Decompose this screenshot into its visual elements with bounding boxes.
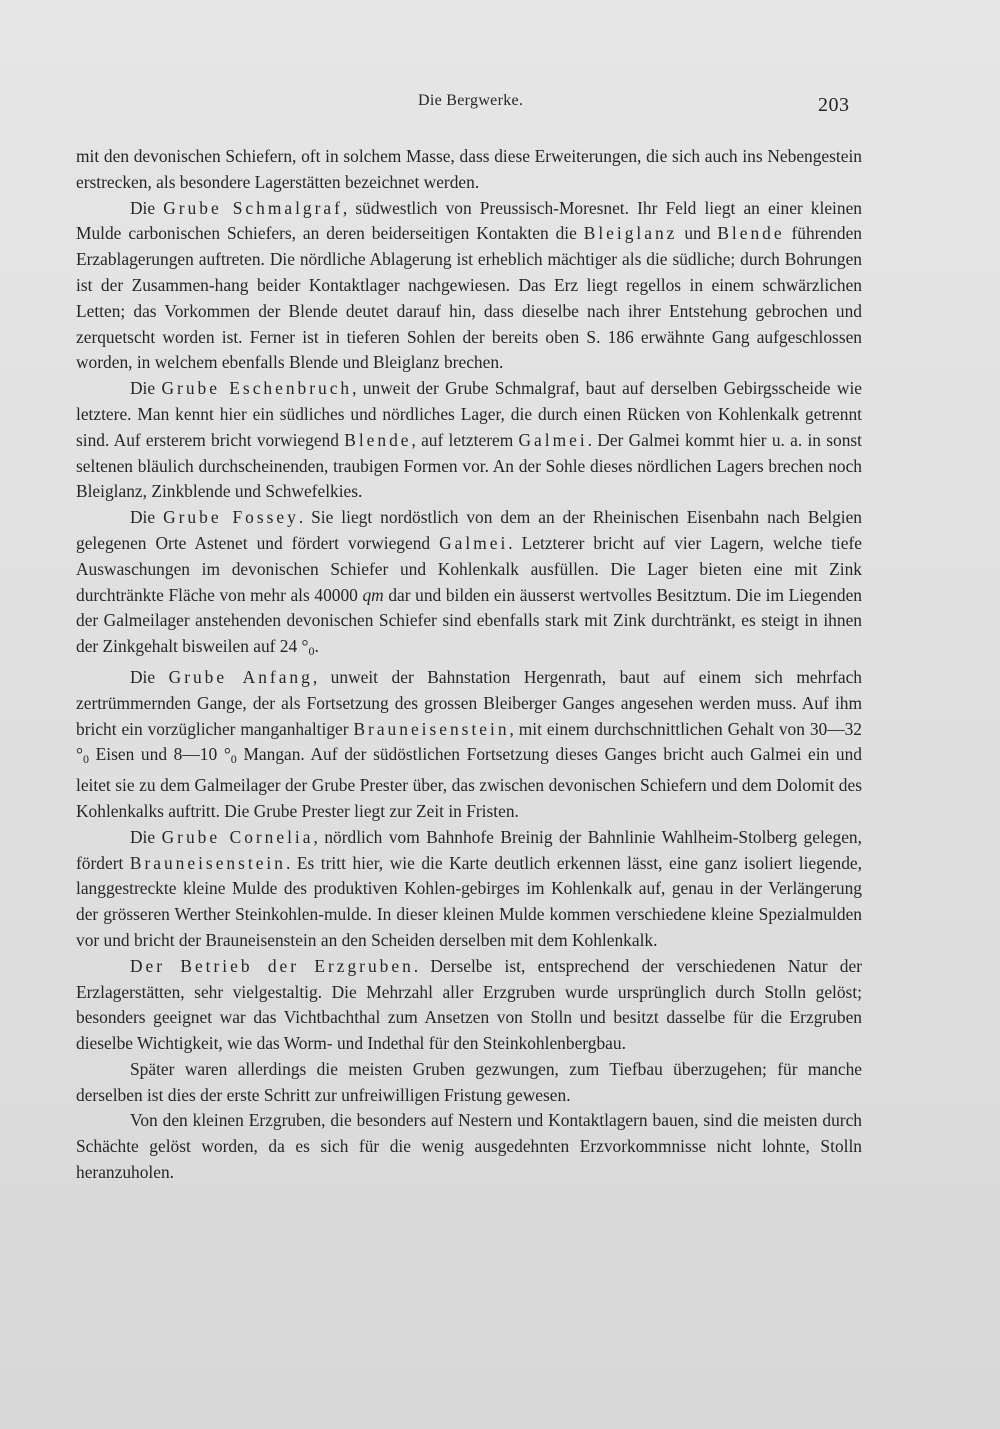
text-run: . Der Galmei kommt hier u. a. in sonst seltenen bläulich durchscheinenden, traubigen Formen vor. An der Sohle dieses nördlichen Lagers brechen noch Bleiglanz, Zinkblende und Schwefelkies. xyxy=(76,429,862,502)
percent-subscript: 0 xyxy=(82,752,89,767)
percent-subscript: 0 xyxy=(230,752,237,767)
text-run: Die xyxy=(130,826,162,847)
running-title: Die Bergwerke. xyxy=(418,92,524,109)
spaced-term: Brauneisenstein xyxy=(353,718,510,739)
text-run: Die xyxy=(130,666,169,687)
page-number: 203 xyxy=(818,94,850,116)
spaced-heading: Der Betrieb der Erzgruben xyxy=(130,955,414,976)
spaced-term: Grube Cornelia xyxy=(161,826,314,847)
text-run: Mangan. Auf der südöstlichen Fortsetzung dieses Ganges bricht auch Galmei ein und leitet sie zu dem Galmeilager der Grube Prester über, das zwischen devonischen Schiefern und dem Dolomit des Kohlenkalks auftritt. Die Grube Prester liegt zur Zeit in Fristen. xyxy=(76,744,862,821)
spaced-term: Galmei xyxy=(518,429,588,450)
text-run: . Letzterer bricht auf vier Lagern, welche tiefe Auswaschungen im devonischen Schiefer und Kohlenkalk ausfüllen. Die Lager bieten eine mit Zink durchtränkte Fläche von mehr als 40000 xyxy=(76,532,862,605)
text-run: , unweit der Grube Schmalgraf, baut auf derselben Gebirgsscheide wie letztere. Man kennt hier ein südliches und nördliches Lager, die durch einen Rücken von Kohlenkalk getrennt sind. Auf ersterem bricht vorwiegend xyxy=(76,378,863,450)
spaced-term: Grube Schmalgraf xyxy=(163,197,343,218)
text-run: , unweit der Bahnstation Hergenrath, baut auf einem sich mehrfach zertrümmernden Gange, der als Fortsetzung des grossen Bleiberger Ganges angesehen werden muss. Auf ihm bricht ein vorzüglicher manganhaltiger xyxy=(76,666,862,739)
percent-subscript: 0 xyxy=(308,644,315,659)
text-run: . Sie liegt nordöstlich von dem an der Rheinischen Eisenbahn nach Belgien gelegenen Orte Astenet und fördert vorwiegend xyxy=(76,507,863,553)
text-run: . Derselbe ist, entsprechend der verschiedenen Natur der Erzlagerstätten, sehr vielgestaltig. Die Mehrzahl aller Erzgruben wurde ursprünglich durch Stolln gelöst; besonders geeignet war das Vichtbachthal zum Ansetzen von Stolln und besitzt dasselbe für die Erzgruben dieselbe Wichtigkeit, wie das Worm- und Indethal für den Steinkohlenbergbau. xyxy=(76,955,862,1054)
text-run: Die xyxy=(130,197,164,218)
paragraph-betrieb-der-erzgruben xyxy=(76,954,862,1057)
body-text xyxy=(76,144,862,1186)
spaced-term: Grube Fossey xyxy=(163,507,299,528)
unit-italic: qm xyxy=(362,584,384,605)
page-header xyxy=(0,92,1000,122)
paragraph-grube-cornelia xyxy=(76,825,862,954)
text-run: Die xyxy=(130,507,164,528)
text-run: , südwestlich von Preussisch-Moresnet. Ihr Feld liegt an einer kleinen Mulde carbonischen Schiefers, an deren beiderseitigen Kontakten die xyxy=(76,197,862,244)
paragraph-tiefbau: Später waren allerdings die meisten Gruben gezwungen, zum Tiefbau überzugehen; für manche derselben ist dies der erste Schritt zur unfreiwilligen Fristung gewesen. xyxy=(76,1058,862,1105)
spaced-term: Bleiglanz xyxy=(583,223,678,244)
text-run: und xyxy=(677,223,718,244)
text-run: führenden Erzablagerungen auftreten. Die nördliche Ablagerung ist erheblich mächtiger als die südliche; durch Bohrungen ist der Zusammen-hang beider Kontaktlager nachgewiesen. Das Erz liegt regellos in einem schwärzlichen Letten; das Vorkommen der Blende deutet darauf hin, dass dieselbe nach ihrer Entstehung gebrochen und zerquetscht worden ist. Ferner ist in tieferen Sohlen der bereits oben S. 186 erwähnte Gang aufgeschlossen worden, in welchem ebenfalls Blende und Bleiglanz brechen. xyxy=(76,223,862,373)
paragraph-grube-schmalgraf xyxy=(76,196,862,377)
spaced-term: Blende xyxy=(717,223,785,244)
paragraph-grube-eschenbruch xyxy=(76,376,862,505)
paragraph-kleine-erzgruben: Von den kleinen Erzgruben, die besonders auf Nestern und Kontaktlagern bauen, sind die meisten durch Schächte gelöst worden, da es sich für die wenig ausgedehnten Erzvorkommnisse nicht lohnte, Stolln heranzuholen. xyxy=(76,1110,862,1183)
text-run: dar und bilden ein äusserst wertvolles Besitztum. Die im Liegenden der Galmeilager anstehenden devonischen Schiefer sind ebenfalls stark mit Zink durchtränkt, es steigt in ihnen der Zinkgehalt bisweilen auf 24 ° xyxy=(76,584,862,657)
paragraph-grube-anfang xyxy=(76,665,862,825)
text-run: . xyxy=(314,636,319,657)
spaced-term: Blende xyxy=(344,429,412,450)
spaced-term: Galmei xyxy=(439,532,509,553)
paragraph-continuation: mit den devonischen Schiefern, oft in solchem Masse, dass diese Erweiterungen, die sich auch ins Nebengestein erstrecken, als besondere Lagerstätten bezeichnet werden. xyxy=(76,146,862,192)
paragraph-grube-fossey xyxy=(76,505,862,665)
text-run: Eisen und 8—10 ° xyxy=(88,744,231,765)
text-run: , nördlich vom Bahnhofe Breinig der Bahnlinie Wahlheim-Stolberg gelegen, fördert xyxy=(76,826,862,873)
text-run: , auf letzterem xyxy=(411,429,519,450)
text-run: , mit einem durchschnittlichen Gehalt von 30—32 ° xyxy=(76,718,862,765)
text-run: Die xyxy=(130,378,162,399)
spaced-term: Grube Anfang xyxy=(168,666,313,687)
text-run: . Es tritt hier, wie die Karte deutlich erkennen lässt, eine ganz isoliert liegende, langgestreckte kleine Mulde des produktiven Kohlen-gebirges im Kohlenkalk auf, genau in der Verlängerung der grösseren Werther Steinkohlen-mulde. In dieser kleinen Mulde kommen verschiedene kleine Spezialmulden vor und bricht der Brauneisenstein an den Scheiden derselben mit dem Kohlenkalk. xyxy=(76,852,862,950)
spaced-term: Brauneisenstein xyxy=(129,852,286,873)
spaced-term: Grube Eschenbruch xyxy=(161,378,353,399)
